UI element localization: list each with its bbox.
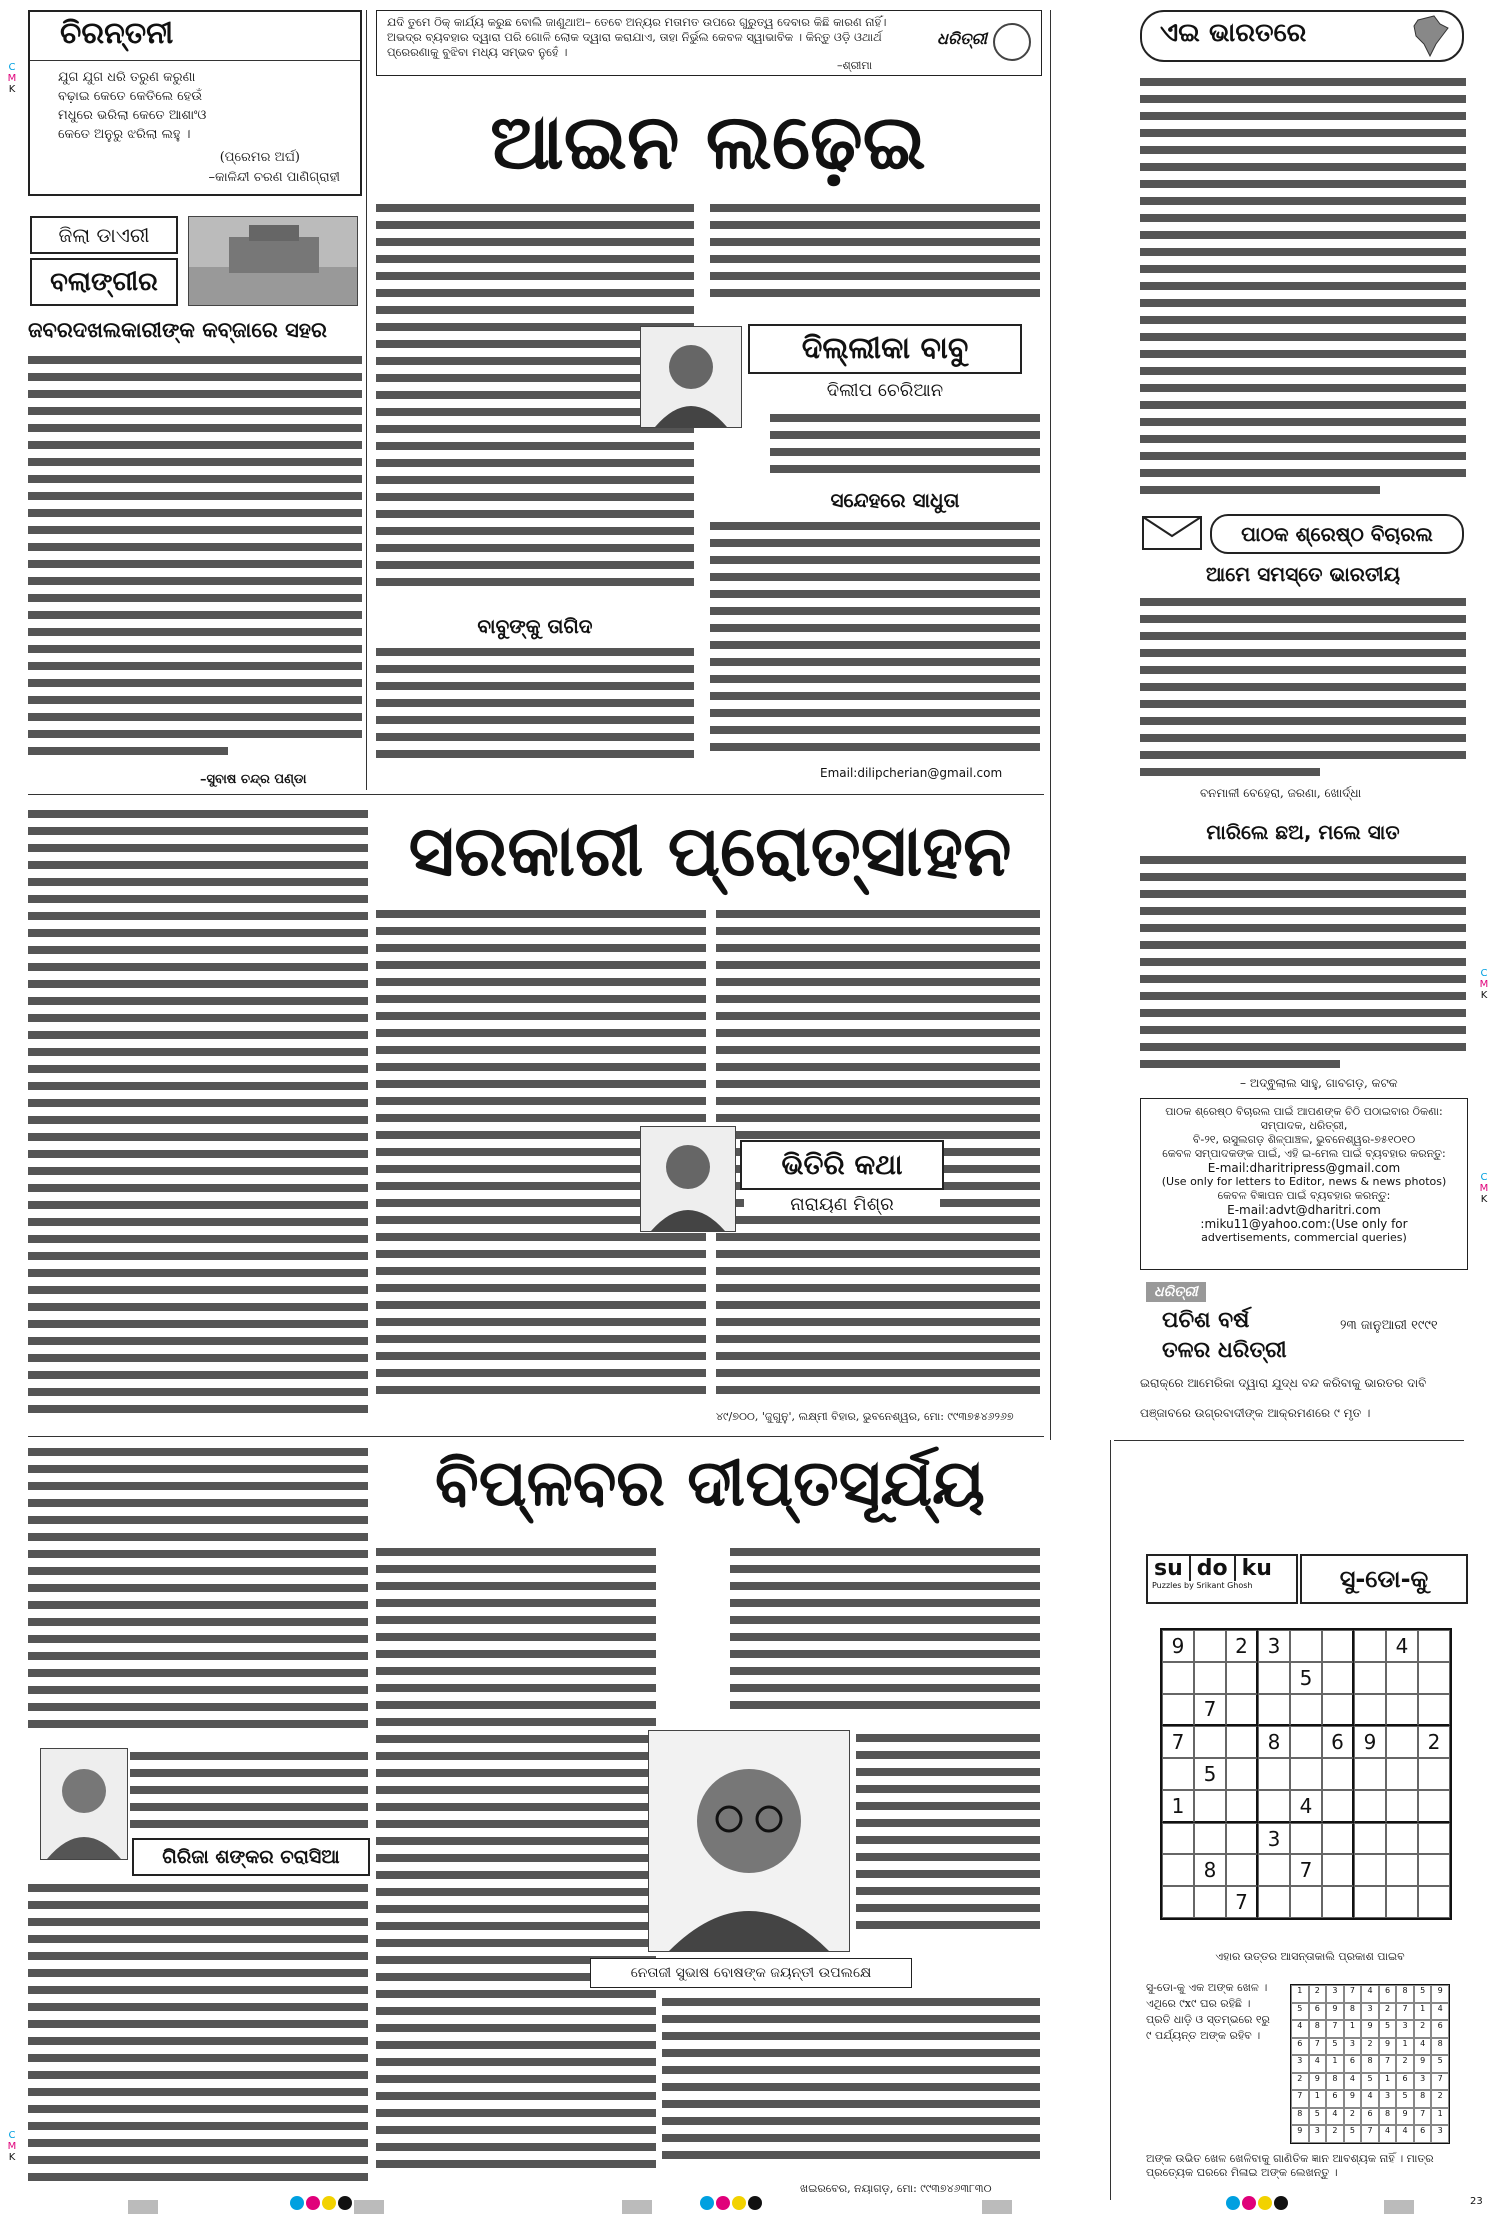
mid-col-title: ଭିତିରି କଥା [740,1140,944,1190]
page-number: 23 [1470,2196,1483,2207]
letters-title: ପାଠକ ଶ୍ରେଷ୍ଠ ବିଚାରଲ [1210,514,1464,554]
sudoku-cell[interactable] [1354,1823,1386,1855]
registration-dot [1242,2196,1256,2210]
registration-dot [1258,2196,1272,2210]
sudoku-cell[interactable] [1354,1694,1386,1727]
sudoku-cell[interactable]: 7 [1194,1694,1226,1727]
logo-do: do [1191,1556,1236,1581]
bottom-address: ଖଇରବେର, ନୟାଗଡ଼, ମୋ: ୯୯୩୭୪୬୩୮୩୦ [800,2182,992,2195]
sudoku-cell[interactable] [1386,1823,1418,1855]
twentyfive-title2: ତଳର ଧରିତ୍ରୀ [1162,1338,1287,1363]
sudoku-cell[interactable] [1226,1854,1258,1886]
sudoku-footer: ଅଙ୍କ ଉଭିତ ଖେଳ ଖେଳିବାକୁ ଗାଣିତିକ ଜ୍ଞାନ ଆବଶ୍ୟକ ନାହିଁ । ମାତ୍ର ପ୍ରତ୍ୟେକ ଘରରେ ମିଳାଇ ଅଙ୍କ ଲେଖନ୍ତୁ । [1146,2152,1434,2179]
column1-sub2-text [376,644,694,766]
sudoku-cell[interactable] [1226,1790,1258,1823]
district-name: ବଲାଙ୍ଗୀର [30,258,178,306]
sudoku-cell[interactable] [1322,1886,1354,1918]
sudoku-cell[interactable] [1290,1758,1322,1790]
cmk-k: K [1480,990,1488,1001]
sudoku-cell[interactable]: 7 [1290,1854,1322,1886]
district-box [28,212,358,308]
sudoku-cell[interactable] [1418,1790,1450,1823]
mid-col-author: ନାରାୟଣ ମିଶ୍ର [744,1194,940,1215]
sudoku-cell[interactable] [1418,1630,1450,1662]
sudoku-cell[interactable] [1258,1854,1290,1886]
chiranteni-box [28,10,362,196]
address-box [1140,1098,1468,1270]
column1-title: ଦିଲ୍ଲୀକା ବାବୁ [748,324,1022,374]
sudoku-logo [1146,1554,1298,1604]
registration-dot [290,2196,304,2210]
cmk-k: K [8,2152,16,2163]
sudoku-cell[interactable]: 9 [1354,1726,1386,1758]
sudoku-cell[interactable] [1258,1790,1290,1823]
address-email1: E-mail:dharitripress@gmail.com [1207,1161,1401,1175]
sudoku-cell[interactable]: 8 [1258,1726,1290,1758]
cmk-c: C [1480,1172,1488,1183]
bottom-author: ଗିରିଜା ଶଙ୍କର ଚରାସିଆ [132,1838,370,1876]
sudoku-cell[interactable] [1322,1790,1354,1823]
cmk-m: M [7,2141,17,2152]
district-story [28,352,362,770]
sudoku-cell[interactable] [1386,1694,1418,1727]
bottom-story-left2 [130,1748,368,1832]
cmk-c: C [8,62,16,73]
sudoku-cell[interactable] [1386,1726,1418,1758]
sudoku-cell[interactable] [1194,1790,1226,1823]
sudoku-grid[interactable] [1160,1628,1452,1920]
sudoku-cell[interactable]: 4 [1386,1630,1418,1662]
sudoku-cell[interactable] [1354,1630,1386,1662]
poem-line: ଯୁଗ ଯୁଗ ଧରି ତରୁଣ କରୁଣା [58,70,196,85]
registration-dot [700,2196,714,2210]
cmk-mark-right-2 [1478,1172,1490,1205]
netaji-photo [648,1730,850,1952]
sudoku-cell[interactable]: 5 [1194,1758,1226,1790]
columnist-photo-narayan [640,1126,736,1232]
letter2-byline: – ଅଦ୍ଵୁଲାଲ ସାହୁ, ଗାବଗଡ଼, କଟକ [1240,1076,1398,1090]
india-map-icon [1408,14,1454,58]
envelope-icon [1142,516,1202,550]
column1-text-right2 [770,410,1040,476]
sudoku-cell[interactable] [1354,1854,1386,1886]
cmk-k: K [1480,1194,1488,1205]
address-email1-note: (Use only for letters to Editor, news & news photos) [1161,1175,1447,1188]
sudoku-cell[interactable] [1322,1823,1354,1855]
twentyfive-title1: ପଚିଶ ବର୍ଷ [1162,1308,1250,1333]
bottom-story-right2 [856,1730,1040,1950]
letter1-byline: ବନମାଳୀ ବେହେରା, ଜରଣା, ଖୋର୍ଦ୍ଧା [1200,786,1362,800]
chiranteni-poem [58,68,206,144]
cmk-m: M [1479,979,1489,990]
gray-bar [354,2200,384,2214]
bharatare-story [1140,74,1466,510]
sudoku-cell[interactable]: 3 [1258,1630,1290,1662]
sudoku-cell[interactable] [1322,1854,1354,1886]
sudoku-cell[interactable] [1258,1758,1290,1790]
sudoku-cell[interactable] [1322,1630,1354,1662]
registration-dot [338,2196,352,2210]
column1-author: ଦିଲୀପ ଚେରିଆନ [826,380,944,401]
sudoku-cell[interactable] [1162,1854,1194,1886]
sudoku-cell[interactable] [1386,1886,1418,1918]
bottom-story-right3 [662,1994,1040,2178]
gray-bar [128,2200,158,2214]
district-headline: ଜବରଦଖଲକାରୀଙ୍କ କବ୍‌ଜାରେ ସହର [28,318,327,342]
quote-box [376,10,1042,76]
sudoku-cell[interactable] [1290,1630,1322,1662]
twentyfive-box [1140,1282,1466,1422]
column1-text-right [710,200,1040,310]
column1-sub1-text [710,518,1040,766]
cmk-m: M [7,73,17,84]
address-email2: E-mail:advt@dharitri.com [1227,1203,1381,1217]
main-headline: ଆଇନ ଲଢ଼େଇ [490,97,926,186]
sudoku-cell[interactable] [1162,1758,1194,1790]
bottom-story-center [376,1544,656,2190]
sudoku-cell[interactable] [1418,1854,1450,1886]
registration-dot [732,2196,746,2210]
sudoku-cell[interactable] [1322,1758,1354,1790]
sudoku-cell[interactable] [1162,1823,1194,1855]
sudoku-cell[interactable] [1418,1886,1450,1918]
sudoku-cell[interactable]: 4 [1290,1790,1322,1823]
address-l1: ସମ୍ପାଦକ, ଧରିତ୍ରୀ, [1260,1119,1348,1132]
netaji-caption: ନେତାଜୀ ସୁଭାଷ ବୋଷଙ୍କ ଜୟନ୍ତୀ ଉପଲକ୍ଷେ [590,1958,912,1988]
address-email3: :miku11@yahoo.com:(Use only for [1200,1217,1408,1231]
author-photo-girija [40,1748,128,1860]
sudoku-cell[interactable] [1226,1726,1258,1758]
cmk-m: M [1479,1183,1489,1194]
sudoku-cell[interactable]: 8 [1194,1854,1226,1886]
address-intro: ପାଠକ ଶ୍ରେଷ୍ଠ ବିଚାରଲ ପାଇଁ ଆପଣଙ୍କ ଚିଠି ପଠାଇବାର ଠିକଣା: [1165,1105,1443,1118]
registration-dot [716,2196,730,2210]
registration-dot [748,2196,762,2210]
sudoku-cell[interactable] [1162,1694,1194,1727]
cmk-c: C [1480,968,1488,979]
letter2-title: ମାରିଲେ ଛଅ, ମଲେ ସାତ [1206,820,1400,844]
column1-email: Email:dilipcherian@gmail.com [820,766,1003,780]
sudoku-cell[interactable] [1418,1823,1450,1855]
poem-author: –କାଳିନ୍ଦୀ ଚରଣ ପାଣିଗ୍ରାହୀ [208,170,340,185]
sudoku-cell[interactable] [1194,1630,1226,1662]
sudoku-cell[interactable]: 2 [1226,1630,1258,1662]
sudoku-cell[interactable] [1258,1662,1290,1694]
twentyfive-news1: ଇରାକ୍‌ରେ ଆମେରିକା ଦ୍ୱାରା ଯୁଦ୍ଧ ବନ୍ଦ କରିବାକୁ ଭାରତର ଦାବି [1140,1376,1427,1390]
sudoku-cell[interactable]: 3 [1258,1823,1290,1855]
sudoku-cell[interactable] [1194,1662,1226,1694]
sudoku-cell[interactable] [1322,1694,1354,1727]
bharatare-title: ଏଇ ଭାରତରେ [1160,18,1307,48]
mid-address: ୪୯/୭୦୦, 'ଜୁଗୁନୁ', ଲକ୍ଷ୍ମୀ ବିହାର, ଭୁବନେଶ୍ୱର, ମୋ: ୯୯୩୭୫୪୬୨୬୭ [716,1410,1014,1423]
sudoku-cell[interactable] [1226,1694,1258,1727]
sudoku-cell[interactable]: 7 [1162,1726,1194,1758]
sudoku-cell[interactable] [1226,1758,1258,1790]
sudoku-cell[interactable] [1354,1886,1386,1918]
sudoku-rules: ସୁ-ଡୋ-କୁ ଏକ ଅଙ୍କ ଖେଳ । ଏଥିରେ ୯x୯ ଘର ରହିଛି । ପ୍ରତି ଧାଡ଼ି ଓ ସ୍ତମ୍ଭରେ ୧ରୁ ୯ ପର୍ଯ୍ୟନ୍ତ ଅଙ୍କ ରହିବ । [1146,1981,1270,2042]
column1-sub1: ସନ୍ଦେହରେ ସାଧୁତା [830,488,960,512]
poem-line: କେତେ ଅନୁରୁ ଝରିଲା ଲହୁ । [58,127,191,142]
chakra-icon [993,23,1031,61]
registration-dot [322,2196,336,2210]
logo-su: su [1148,1556,1191,1581]
address-l3: କେବଳ ସମ୍ପାଦକଙ୍କ ପାଇଁ, ଏହି ଇ-ମେଲ ପାଇଁ ବ୍ୟବହାର କରନ୍ତୁ: [1162,1147,1446,1160]
sudoku-cell[interactable]: 2 [1418,1726,1450,1758]
sudoku-cell[interactable] [1258,1886,1290,1918]
sudoku-cell[interactable] [1418,1758,1450,1790]
gray-bar [1384,2200,1414,2214]
gray-bar [622,2200,652,2214]
chiranteni-title: ଚିରନ୍ତନୀ [60,16,174,51]
quote-text: ଯଦି ତୁମେ ଠିକ୍ କାର୍ଯ୍ୟ କରୁଛ ବୋଲି ଜାଣୁଥାଅ– ତେବେ ଅନ୍ୟର ମତାମତ ଉପରେ ଗୁରୁତ୍ୱ ଦେବାର କିଛି କାରଣ ନାହିଁ। ଅଭଦ୍ର ବ୍ୟବହାର ଦ୍ୱାରା ପରି ଗୋଳି ଲୋକ ଦ୍ୱାରା କରାଯାଏ, ତାହା ନିର୍ଭୁଲ କେବଳ ସ୍ୱାଭାବିକ । କିନ୍ତୁ ଓଡ଼ି ଓଥାର୍ଥ ପ୍ରେରଣାକୁ ବୁଝିବା ମଧ୍ୟ ସମ୍ଭବ ନୁହେଁ । [387,15,887,59]
sudoku-cell[interactable] [1226,1662,1258,1694]
sudoku-cell[interactable] [1386,1758,1418,1790]
sudoku-cell[interactable]: 5 [1290,1662,1322,1694]
sudoku-cell[interactable] [1162,1886,1194,1918]
logo-by: Puzzles by Srikant Ghosh [1152,1581,1253,1590]
sudoku-cell[interactable] [1194,1886,1226,1918]
sudoku-cell[interactable] [1354,1758,1386,1790]
address-email3-note: advertisements, commercial queries) [1201,1231,1407,1244]
dharitri-logo: ଧରିତ୍ରୀ [937,29,987,48]
district-photo [188,216,358,306]
sudoku-cell[interactable]: 9 [1162,1630,1194,1662]
district-byline: –ସୁବାଷ ଚନ୍ଦ୍ର ପଣ୍ଡା [200,772,307,787]
logo-ku: ku [1241,1556,1272,1581]
column1-sub2: ବାବୁଙ୍କୁ ତାଗିଦ [477,614,593,638]
letter2-text [1140,852,1466,1076]
sudoku-cell[interactable] [1386,1662,1418,1694]
sudoku-cell[interactable] [1290,1726,1322,1758]
bottom-story-left3 [28,1880,368,2190]
registration-dot [1226,2196,1240,2210]
cmk-c: C [8,2130,16,2141]
quote-author: –ଶ୍ରୀମା [837,59,873,72]
cmk-mark-top-left [6,62,18,95]
letter1-text [1140,594,1466,784]
twentyfive-date: ୨୩ ଜାନୁଆରୀ ୧୯୯୧ [1340,1318,1438,1333]
letter1-title: ଆମେ ସମସ୍ତେ ଭାରତୀୟ [1205,562,1401,586]
twentyfive-news2: ପଞ୍ଜାବରେ ଉଗ୍ରବାଦୀଙ୍କ ଆକ୍ରମଣରେ ୯ ମୃତ । [1140,1406,1371,1420]
registration-dot [1274,2196,1288,2210]
cmk-mark-bottom-left [6,2130,18,2163]
address-l4: କେବଳ ବିଜ୍ଞାପନ ପାଇଁ ବ୍ୟବହାର କରନ୍ତୁ: [1217,1189,1391,1202]
bottom-story-left [28,1444,368,1744]
bottom-headline: ବିପ୍ଳବର ଦୀପ୍ତସୂର୍ଯ୍ୟ [435,1447,985,1521]
cmk-mark-right-1 [1478,968,1490,1001]
sudoku-cell[interactable]: 6 [1322,1726,1354,1758]
mid-headline: ସରକାରୀ ପ୍ରୋତ୍ସାହନ [408,810,1012,892]
poem-line: ମଧୁରେ ଭରିଲା କେତେ ଆଶାଂଓ [58,108,207,123]
cmk-k: K [8,84,16,95]
district-label: ଜିଲା ଡାଏରୀ [30,216,178,254]
twentyfive-label: ଧରିତ୍ରୀ [1146,1282,1206,1302]
sudoku-cell[interactable] [1290,1694,1322,1727]
sudoku-cell[interactable]: 7 [1226,1886,1258,1918]
gray-bar [982,2200,1012,2214]
mid-story-left [28,806,368,1428]
sudoku-cell[interactable] [1226,1823,1258,1855]
sudoku-cell[interactable] [1386,1854,1418,1886]
sudoku-cell[interactable]: 1 [1162,1790,1194,1823]
bharatare-header [1140,10,1464,62]
sudoku-cell[interactable] [1290,1823,1322,1855]
sudoku-cell[interactable] [1386,1790,1418,1823]
sudoku-cell[interactable] [1418,1662,1450,1694]
sudoku-cell[interactable] [1354,1790,1386,1823]
columnist-photo-dilip [640,326,742,428]
letters-header [1140,512,1466,554]
registration-dot [306,2196,320,2210]
poem-line: ବଢ଼ାଇ କେତେ କେତିଲେ ହେଉଁ [58,89,203,104]
sudoku-cell[interactable] [1194,1823,1226,1855]
sudoku-title: ସୁ-ଡୋ-କୁ [1300,1554,1468,1604]
sudoku-cell[interactable] [1322,1662,1354,1694]
address-l2: ବି-୨୧, ରସୁଲଗଡ଼ ଶିଳ୍ପାଞ୍ଚଳ, ଭୁବନେଶ୍ୱର-୭୫୧୦୧୦ [1192,1133,1416,1146]
sudoku-cell[interactable] [1418,1694,1450,1727]
sudoku-answer-grid: 1 2 3 7 4 6 8 5 9 5 6 9 8 3 2 7 1 4 4 8 7 1 9 5 3 2 6 6 7 5 3 2 9 1 4 8 3 4 1 6 8 7 2 9 5 2 9 8 4 5 1 6 3 7 7 1 6 9 4 3 5 8 2 8 5 4 2 6 8 9 7 1 9 3 2 5 7 4 4 6 3 [1290,1984,1450,2144]
bottom-story-right [730,1544,1040,1724]
sudoku-note: ଏହାର ଉତ୍ତର ଆସନ୍ତାକାଲି ପ୍ରକାଶ ପାଇବ [1215,1950,1405,1963]
sudoku-cell[interactable] [1162,1662,1194,1694]
sudoku-cell[interactable] [1290,1886,1322,1918]
sudoku-cell[interactable] [1354,1662,1386,1694]
sudoku-cell[interactable] [1258,1694,1290,1727]
sudoku-cell[interactable] [1194,1726,1226,1758]
poem-ref: (ପ୍ରେମର ଅର୍ଘ) [219,150,300,165]
